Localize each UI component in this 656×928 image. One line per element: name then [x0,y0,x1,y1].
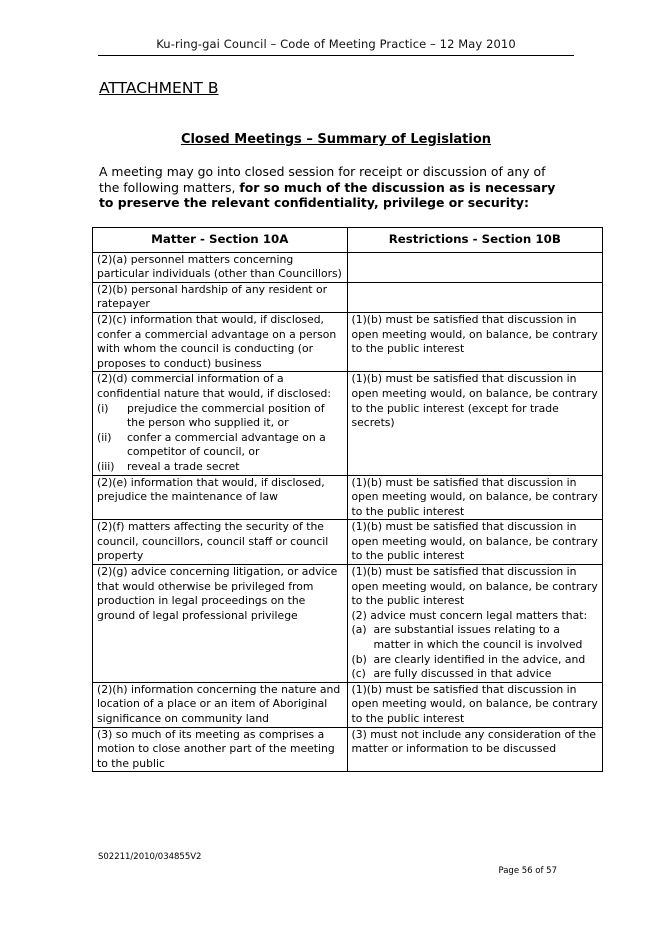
page-number: Page 56 of 57 [498,866,557,876]
list-item [352,667,599,682]
list-item [352,623,599,652]
matter-cell [93,372,348,475]
list-item-text: prejudice the commercial position of the person who supplied it, or [127,401,325,430]
restriction-sublist [352,623,599,681]
list-item-text: are clearly identified in the advice, and [373,652,586,666]
table-row [93,312,603,371]
section-title: Closed Meetings – Summary of Legislation [180,132,492,147]
intro-plain: A meeting may go into closed session for receipt or discussion of any of the following matters, [99,164,546,195]
table-header-row [93,228,603,253]
table-row [93,475,603,520]
restriction-cell: (3) must not include any consideration of the matter or information to be discussed [347,727,602,772]
matter-cell: (2)(b) personal hardship of any resident or ratepayer [93,282,348,312]
list-item-text: reveal a trade secret [127,459,240,473]
matter-sublist [97,402,344,475]
matter-cell: (2)(e) information that would, if disclosed, prejudice the maintenance of law [93,475,348,520]
restriction-cell [347,565,602,683]
matter-cell: (2)(a) personnel matters concerning particular individuals (other than Councillors) [93,252,348,282]
list-item [97,431,344,460]
restriction-cell: (1)(b) must be satisfied that discussion in open meeting would, on balance, be contrary to the public interest [347,475,602,520]
list-item-text: are fully discussed in that advice [373,667,552,681]
restriction-cell [347,282,602,312]
attachment-title: ATTACHMENT B [99,79,219,97]
table-row [93,372,603,475]
list-marker: (i) [97,401,109,415]
column-header-matter: Matter - Section 10A [93,228,348,253]
intro-bold: for so much of the discussion as is necessary to preserve the relevant confidentiality, privilege or security: [99,179,556,210]
restriction-extra-text: (2) advice must concern legal matters that: [351,608,588,622]
list-marker: (iii) [97,459,115,473]
list-item [352,653,599,668]
running-header: Ku-ring-gai Council – Code of Meeting Practice – 12 May 2010 [156,37,516,51]
document-reference: S02211/2010/034855V2 [98,852,202,862]
header-rule [98,55,574,56]
table-row [93,682,603,727]
list-item-text: confer a commercial advantage on a competitor of council, or [127,430,326,459]
list-item-text: are substantial issues relating to a matter in which the council is involved [373,623,583,652]
table-row [93,565,603,683]
list-item [97,460,344,475]
restriction-cell: (1)(b) must be satisfied that discussion in open meeting would, on balance, be contrary to the public interest [347,682,602,727]
column-header-restrictions: Restrictions - Section 10B [347,228,602,253]
matter-cell: (3) so much of its meeting as comprises a motion to close another part of the meeting to the public [93,727,348,772]
list-marker: (a) [351,623,367,637]
list-marker: (ii) [97,430,112,444]
matter-cell: (2)(c) information that would, if disclosed, confer a commercial advantage on a person with whom the council is conducting (or proposes to conduct) business [93,312,348,371]
matter-cell: (2)(g) advice concerning litigation, or advice that would otherwise be privileged from production in legal proceedings on the ground of legal professional privilege [93,565,348,683]
table-row [93,520,603,565]
intro-paragraph [99,164,569,211]
list-item [97,402,344,431]
restriction-cell: (1)(b) must be satisfied that discussion in open meeting would, on balance, be contrary to the public interest [347,520,602,565]
restriction-cell: (1)(b) must be satisfied that discussion in open meeting would, on balance, be contrary to the public interest [347,312,602,371]
table-row [93,727,603,772]
table-row [93,252,603,282]
matter-cell: (2)(f) matters affecting the security of the council, councillors, council staff or council property [93,520,348,565]
list-marker: (c) [351,667,366,681]
list-marker: (b) [351,652,367,666]
matter-cell: (2)(h) information concerning the nature and location of a place or an item of Aboriginal significance on community land [93,682,348,727]
legislation-table [92,227,603,772]
restriction-text: (1)(b) must be satisfied that discussion in open meeting would, on balance, be contrary to the public interest [351,565,598,608]
table-row [93,282,603,312]
matter-text: (2)(d) commercial information of a confidential nature that would, if disclosed: [97,372,331,400]
restriction-cell [347,252,602,282]
restriction-cell: (1)(b) must be satisfied that discussion in open meeting would, on balance, be contrary to the public interest (except for trade secrets) [347,372,602,475]
